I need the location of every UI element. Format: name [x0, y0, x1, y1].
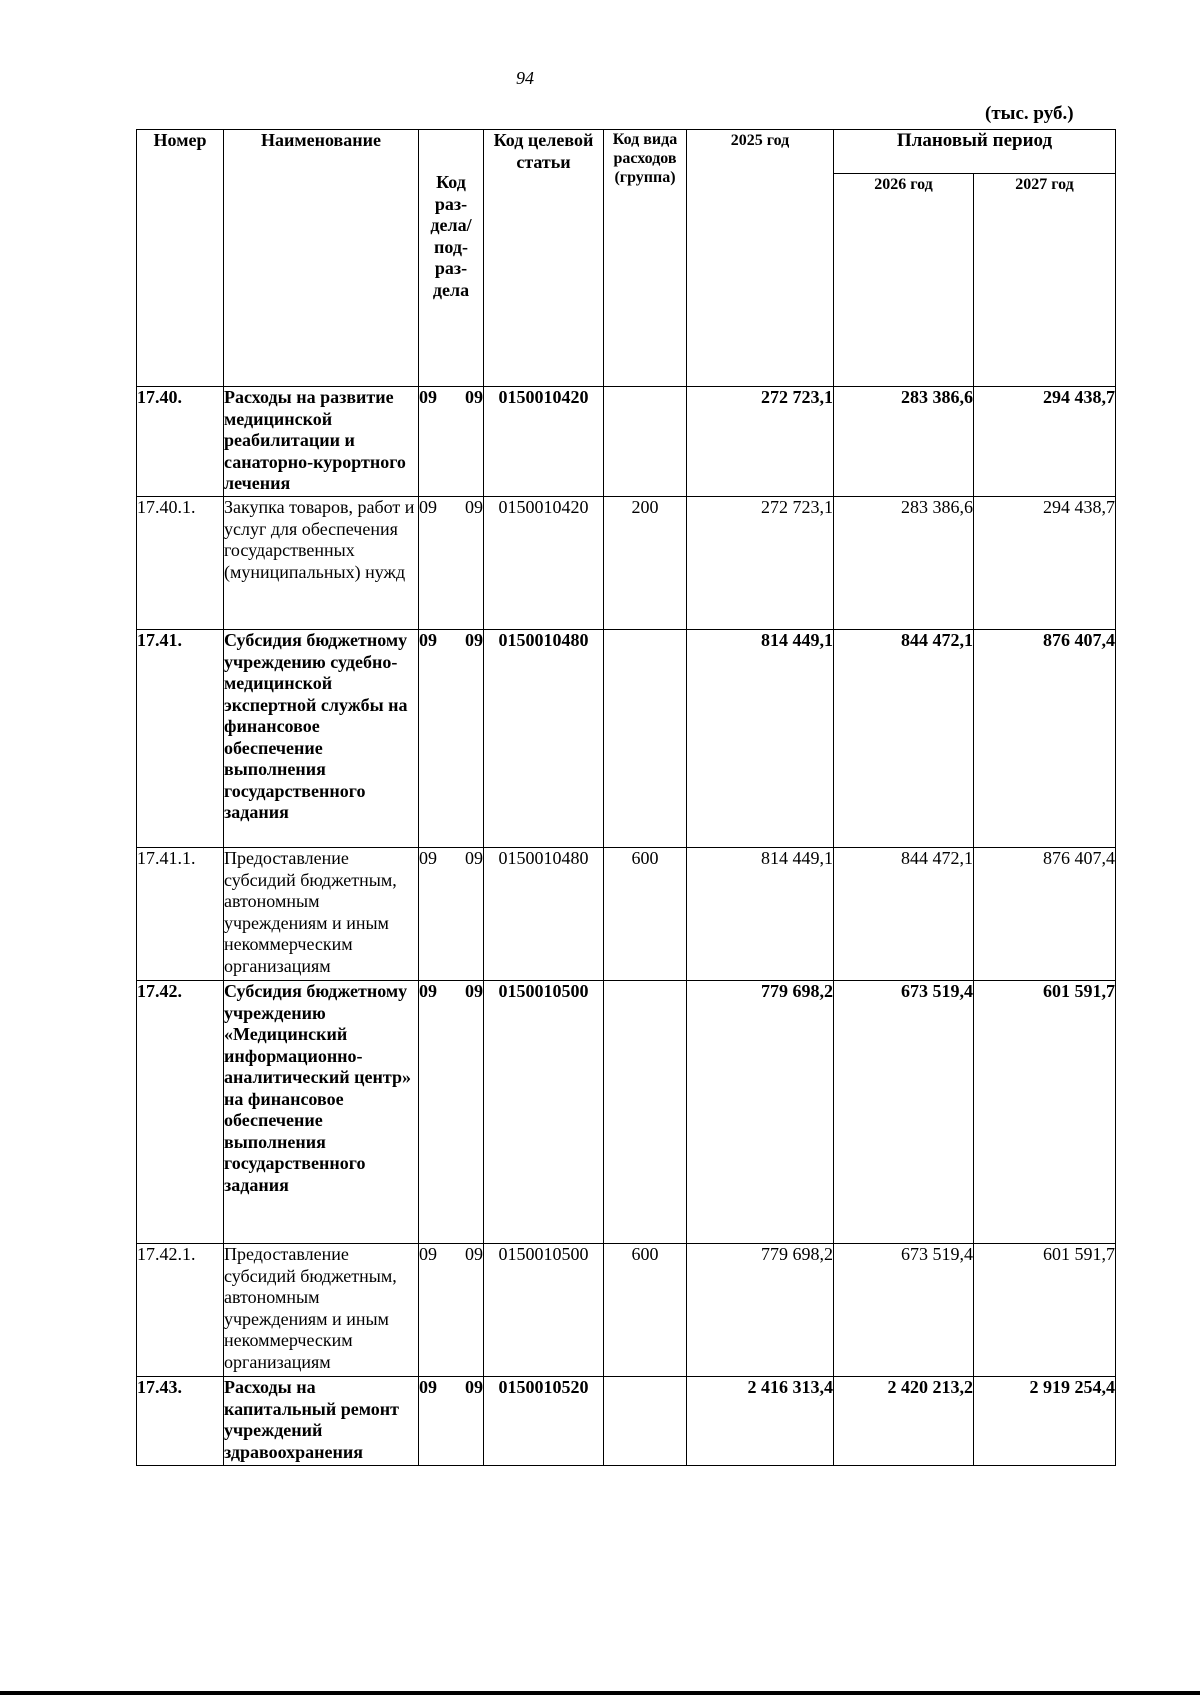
header-planned-period: Плановый период — [834, 130, 1116, 174]
table-row — [137, 1244, 1116, 1377]
row-target-code: 0150010420 — [484, 387, 604, 497]
table-row — [137, 497, 1116, 630]
row-expense-type: 200 — [604, 497, 687, 630]
row-amount-2025: 779 698,2 — [687, 1244, 834, 1377]
row-section-code: 09 — [419, 497, 437, 517]
row-target-code: 0150010480 — [484, 848, 604, 981]
header-razdel: Код раз- дела/ под- раз- дела — [419, 130, 484, 387]
row-amount-2026: 283 386,6 — [834, 387, 974, 497]
row-amount-2026: 673 519,4 — [834, 981, 974, 1244]
row-section-code: 09 — [419, 1377, 437, 1397]
row-name: Предоставление субсидий бюджетным, автономным учреждениям и иным некоммерческим организациям — [224, 848, 419, 981]
row-number: 17.42. — [137, 981, 224, 1244]
row-expense-type — [604, 387, 687, 497]
row-amount-2025: 272 723,1 — [687, 497, 834, 630]
row-target-code: 0150010420 — [484, 497, 604, 630]
row-number: 17.40.1. — [137, 497, 224, 630]
row-razdel — [419, 387, 484, 497]
header-kvr: Код вида расходов (группа) — [604, 130, 687, 387]
row-subsection-code: 09 — [465, 630, 483, 650]
row-expense-type — [604, 1377, 687, 1466]
row-amount-2026: 2 420 213,2 — [834, 1377, 974, 1466]
row-amount-2025: 272 723,1 — [687, 387, 834, 497]
row-subsection-code: 09 — [465, 1377, 483, 1397]
row-section-code: 09 — [419, 1244, 437, 1264]
header-2025: 2025 год — [687, 130, 834, 387]
row-razdel — [419, 1244, 484, 1377]
row-amount-2025: 814 449,1 — [687, 630, 834, 848]
table-row — [137, 1377, 1116, 1466]
row-razdel — [419, 1377, 484, 1466]
table-row — [137, 848, 1116, 981]
row-name: Субсидия бюджетному учреждению судебно-медицинской экспертной службы на финансовое обеспечение выполнения государственного задания — [224, 630, 419, 848]
row-section-code: 09 — [419, 981, 437, 1001]
row-subsection-code: 09 — [465, 981, 483, 1001]
budget-table — [136, 129, 1116, 1466]
row-name: Расходы на развитие медицинской реабилитации и санаторно-курортного лечения — [224, 387, 419, 497]
row-section-code: 09 — [419, 848, 437, 868]
row-amount-2027: 601 591,7 — [974, 981, 1116, 1244]
row-amount-2026: 283 386,6 — [834, 497, 974, 630]
row-expense-type — [604, 981, 687, 1244]
scan-edge-line — [0, 1691, 1200, 1695]
row-amount-2027: 601 591,7 — [974, 1244, 1116, 1377]
header-2026: 2026 год — [834, 174, 974, 387]
table-row — [137, 387, 1116, 497]
row-amount-2026: 673 519,4 — [834, 1244, 974, 1377]
row-expense-type: 600 — [604, 848, 687, 981]
header-csr: Код целевой статьи — [484, 130, 604, 387]
row-amount-2025: 814 449,1 — [687, 848, 834, 981]
header-2027: 2027 год — [974, 174, 1116, 387]
row-amount-2025: 2 416 313,4 — [687, 1377, 834, 1466]
row-number: 17.42.1. — [137, 1244, 224, 1377]
row-subsection-code: 09 — [465, 1244, 483, 1264]
row-amount-2026: 844 472,1 — [834, 630, 974, 848]
row-amount-2027: 2 919 254,4 — [974, 1377, 1116, 1466]
page-number: 94 — [516, 68, 534, 88]
row-razdel — [419, 630, 484, 848]
row-target-code: 0150010520 — [484, 1377, 604, 1466]
row-subsection-code: 09 — [465, 497, 483, 517]
row-name: Предоставление субсидий бюджетным, автономным учреждениям и иным некоммерческим организациям — [224, 1244, 419, 1377]
row-subsection-code: 09 — [465, 387, 483, 407]
row-expense-type: 600 — [604, 1244, 687, 1377]
row-name: Расходы на капитальный ремонт учреждений здравоохранения — [224, 1377, 419, 1466]
row-amount-2027: 294 438,7 — [974, 497, 1116, 630]
row-section-code: 09 — [419, 630, 437, 650]
row-number: 17.41.1. — [137, 848, 224, 981]
row-target-code: 0150010500 — [484, 1244, 604, 1377]
table-row — [137, 981, 1116, 1244]
row-name: Субсидия бюджетному учреждению «Медицинский информационно-аналитический центр» на финансовое обеспечение выполнения государственного задания — [224, 981, 419, 1244]
units-label: (тыс. руб.) — [985, 103, 1074, 124]
row-number: 17.41. — [137, 630, 224, 848]
row-name: Закупка товаров, работ и услуг для обеспечения государственных (муниципальных) нужд — [224, 497, 419, 630]
row-subsection-code: 09 — [465, 848, 483, 868]
row-target-code: 0150010500 — [484, 981, 604, 1244]
row-number: 17.40. — [137, 387, 224, 497]
header-number: Номер — [137, 130, 224, 387]
row-section-code: 09 — [419, 387, 437, 407]
row-amount-2027: 876 407,4 — [974, 848, 1116, 981]
row-expense-type — [604, 630, 687, 848]
header-name: Наименование — [224, 130, 419, 387]
row-amount-2027: 294 438,7 — [974, 387, 1116, 497]
row-number: 17.43. — [137, 1377, 224, 1466]
row-amount-2027: 876 407,4 — [974, 630, 1116, 848]
row-razdel — [419, 497, 484, 630]
row-amount-2025: 779 698,2 — [687, 981, 834, 1244]
row-razdel — [419, 848, 484, 981]
row-amount-2026: 844 472,1 — [834, 848, 974, 981]
row-target-code: 0150010480 — [484, 630, 604, 848]
table-row — [137, 630, 1116, 848]
row-razdel — [419, 981, 484, 1244]
